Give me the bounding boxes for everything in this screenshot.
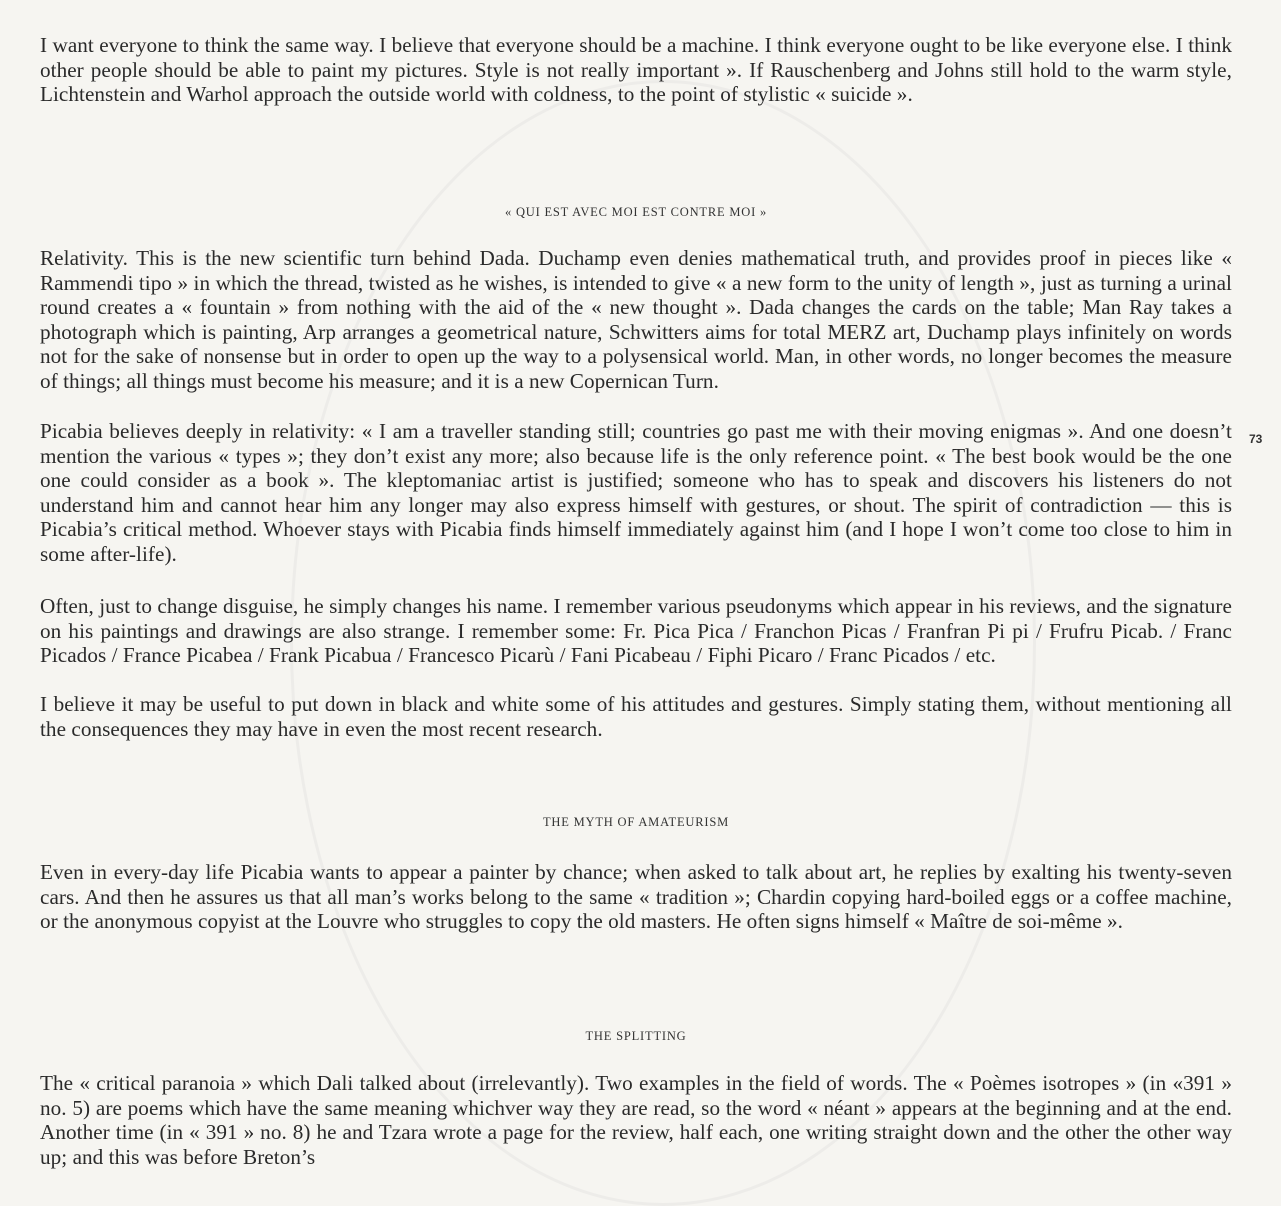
paragraph-attitudes: I believe it may be useful to put down in black and white some of his attitudes and gestures. Simply stating them, without mentioning all the consequences they may have in even the most recent research.: [40, 692, 1232, 741]
section-heading-qui-est: « QUI EST AVEC MOI EST CONTRE MOI »: [504, 205, 768, 219]
section-heading-splitting: THE SPLITTING: [585, 1029, 687, 1043]
paragraph-amateurism: Even in every-day life Picabia wants to appear a painter by chance; when asked to talk about art, he replies by exalting his twenty-seven cars. And then he assures us that all man’s works belong to the same « tradition »; Chardin copying hard-boiled eggs or a coffee machine, or the anonymous copyist at the Louvre who struggles to copy the old masters. He often signs himself « Maître de soi-même ».: [40, 860, 1232, 934]
page-number: 73: [1249, 432, 1263, 446]
intro-paragraph: I want everyone to think the same way. I believe that everyone should be a machine. I think everyone ought to be like everyone else. I think other people should be able to paint my pictures. Style is not really important ». If Rauschenberg and Johns still hold to the warm style, Lichtenstein and Warhol approach the outside world with coldness, to the point of stylistic « suicide ».: [40, 33, 1232, 107]
paragraph-splitting: The « critical paranoia » which Dali talked about (irrelevantly). Two examples in the field of words. The « Poèmes isotropes » (in «391 » no. 5) are poems which have the same meaning whichver way they are read, so the word « néant » appears at the beginning and at the end. Another time (in « 391 » no. 8) he and Tzara wrote a page for the review, half each, one writing straight down and the other the other way up; and this was before Breton’s: [40, 1071, 1232, 1169]
paragraph-relativity: Relativity. This is the new scientific turn behind Dada. Duchamp even denies mathematical truth, and provides proof in pieces like « Rammendi tipo » in which the thread, twisted as he wishes, is intended to give « a new form to the unity of length », just as turning a urinal round creates a « fountain » from nothing with the aid of the « new thought ». Dada changes the cards on the table; Man Ray takes a photograph which is painting, Arp arranges a geometrical nature, Schwitters aims for total MERZ art, Duchamp plays infinitely on words not for the sake of nonsense but in order to open up the way to a polysensical world. Man, in other words, no longer becomes the measure of things; all things must become his measure; and it is a new Copernican Turn.: [40, 246, 1232, 393]
paragraph-pseudonyms: Often, just to change disguise, he simply changes his name. I remember various pseudonyms which appear in his reviews, and the signature on his paintings and drawings are also strange. I remember some: Fr. Pica Pica / Franchon Picas / Franfran Pi pi / Frufru Picab. / Franc Picados / France Picabea / Frank Picabua / Francesco Picarù / Fani Picabeau / Fiphi Picaro / Franc Picados / etc.: [40, 594, 1232, 668]
paragraph-picabia-relativity: Picabia believes deeply in relativity: « I am a traveller standing still; countries go past me with their moving enigmas ». And one doesn’t mention the various « types »; they don’t exist any more; also because life is the only reference point. « The best book would be the one one could consider as a book ». The kleptomaniac artist is justified; someone who has to speak and discovers his listeners do not understand him and cannot hear him any longer may also express himself with gestures, or shout. The spirit of contradiction — this is Picabia’s critical method. Whoever stays with Picabia finds himself immediately against him (and I hope I won’t come too close to him in some after-life).: [40, 419, 1232, 566]
section-heading-myth: THE MYTH OF AMATEURISM: [542, 815, 729, 829]
